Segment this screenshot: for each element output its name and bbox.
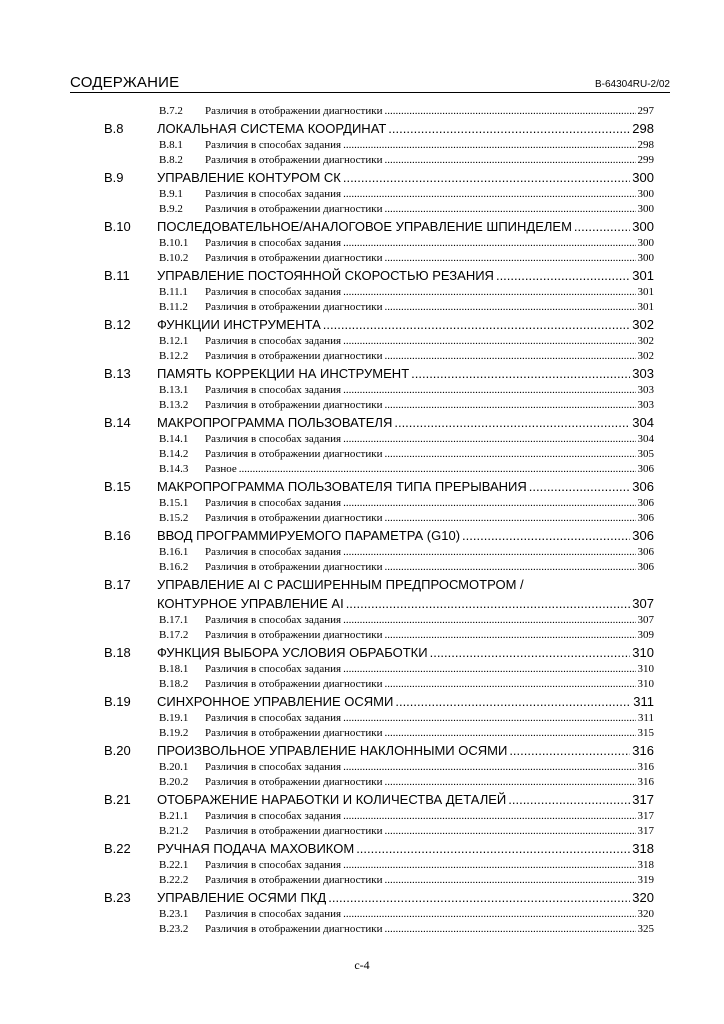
section-title: УПРАВЛЕНИЕ ОСЯМИ ПКД [157,890,327,905]
subsection-page: 319 [637,874,654,886]
subsection-title: Различия в способах задания [205,859,342,871]
dot-leader [343,433,635,445]
subsection-number: B.16.2 [159,561,189,573]
subsection-entry[interactable] [159,660,654,675]
subsection-number: B.13.2 [159,399,189,411]
subsection-page: 311 [637,712,654,724]
subsection-entry[interactable] [159,185,654,200]
section-page: 302 [632,317,654,332]
subsection-entry[interactable] [159,396,654,411]
page-number: c-4 [354,958,370,972]
dot-leader [343,237,635,249]
dot-leader [343,139,635,151]
section-entry[interactable] [104,573,654,592]
subsection-page: 299 [637,154,654,166]
subsection-title: Различия в способах задания [205,663,342,675]
dot-leader [343,712,636,724]
subsection-number: B.14.3 [159,463,189,475]
subsection-entry[interactable] [159,347,654,362]
dot-leader [395,694,631,709]
subsection-title: Различия в отображении диагностики [205,727,383,739]
subsection-number: B.14.1 [159,433,189,445]
subsection-number: B.10.1 [159,237,189,249]
document-code: B-64304RU-2/02 [594,79,670,90]
subsection-page: 301 [637,286,654,298]
section-page: 311 [633,694,654,709]
subsection-entry[interactable] [159,249,654,264]
subsection-number: B.20.2 [159,776,189,788]
subsection-page: 300 [637,188,654,200]
section-number: B.13 [104,366,131,381]
subsection-title: Различия в отображении диагностики [205,203,383,215]
subsection-entry[interactable] [159,611,654,626]
subsection-title: Различия в способах задания [205,286,342,298]
subsection-number: B.8.2 [159,154,183,166]
subsection-entry[interactable] [159,151,654,166]
subsection-number: B.17.1 [159,614,189,626]
subsection-number: B.11.1 [159,286,188,298]
section-entry[interactable] [104,475,654,494]
dot-leader [343,286,635,298]
subsection-page: 316 [637,761,654,773]
section-number: B.11 [104,268,130,283]
subsection-entry[interactable] [159,430,654,445]
dot-leader [384,727,635,739]
subsection-page: 301 [637,301,654,313]
subsection-number: B.11.2 [159,301,188,313]
subsection-title: Разное [205,463,237,475]
subsection-title: Различия в способах задания [205,497,342,509]
dot-leader [384,448,635,460]
subsection-page: 300 [637,252,654,264]
subsection-entry[interactable] [159,558,654,573]
subsection-entry[interactable] [159,626,654,641]
subsection-number: B.23.2 [159,923,189,935]
subsection-entry[interactable] [159,822,654,837]
dot-leader [328,890,630,905]
dot-leader [343,546,635,558]
subsection-title: Различия в отображении диагностики [205,874,383,886]
dot-leader [239,463,636,475]
dot-leader [384,776,635,788]
subsection-title: Различия в отображении диагностики [205,561,383,573]
subsection-title: Различия в способах задания [205,237,342,249]
section-page: 316 [632,743,654,758]
subsection-number: B.12.2 [159,350,189,362]
subsection-page: 304 [637,433,654,445]
section-title: УПРАВЛЕНИЕ КОНТУРОМ СК [157,170,341,185]
subsection-page: 306 [637,497,654,509]
subsection-entry[interactable] [159,543,654,558]
dot-leader [496,268,630,283]
subsection-number: B.9.2 [159,203,183,215]
subsection-entry[interactable] [159,856,654,871]
subsection-number: B.14.2 [159,448,189,460]
dot-leader [574,219,630,234]
subsection-entry[interactable] [159,724,654,739]
dot-leader [384,399,635,411]
section-number: B.22 [104,841,131,856]
dot-leader [462,528,630,543]
subsection-entry[interactable] [159,381,654,396]
subsection-number: B.13.1 [159,384,189,396]
subsection-page: 303 [637,384,654,396]
section-number: B.20 [104,743,131,758]
section-title-line2: КОНТУРНОЕ УПРАВЛЕНИЕ AI [157,596,344,611]
table-of-contents [0,102,724,935]
subsection-title: Различия в отображении диагностики [205,923,383,935]
dot-leader [343,497,635,509]
subsection-page: 300 [637,237,654,249]
subsection-entry[interactable] [159,675,654,690]
dot-leader [343,761,635,773]
section-page: 317 [632,792,654,807]
subsection-entry[interactable] [159,283,654,298]
dot-leader [384,252,635,264]
section-title: ВВОД ПРОГРАММИРУЕМОГО ПАРАМЕТРА (G10) [157,528,461,543]
section-number: B.12 [104,317,131,332]
dot-leader [384,825,635,837]
section-entry[interactable] [104,313,654,332]
subsection-title: Различия в отображении диагностики [205,399,383,411]
subsection-page: 318 [637,859,654,871]
subsection-page: 298 [637,139,654,151]
section-title: РУЧНАЯ ПОДАЧА МАХОВИКОМ [157,841,355,856]
subsection-page: 310 [637,663,654,675]
dot-leader [384,350,635,362]
section-page: 303 [632,366,654,381]
subsection-title: Различия в способах задания [205,810,342,822]
section-entry[interactable] [104,641,654,660]
subsection-page: 306 [637,561,654,573]
dot-leader [394,415,630,430]
section-title: ЛОКАЛЬНАЯ СИСТЕМА КООРДИНАТ [157,121,387,136]
section-page: 310 [632,645,654,660]
dot-leader [343,663,635,675]
section-entry[interactable] [104,886,654,905]
subsection-page: 300 [637,203,654,215]
subsection-entry[interactable] [159,871,654,886]
dot-leader [388,121,630,136]
subsection-title: Различия в отображении диагностики [205,154,383,166]
dot-leader [384,154,635,166]
subsection-entry[interactable] [159,200,654,215]
section-number: B.19 [104,694,131,709]
subsection-page: 320 [637,908,654,920]
subsection-title: Различия в отображении диагностики [205,105,383,117]
subsection-page: 305 [637,448,654,460]
section-entry[interactable] [104,788,654,807]
subsection-page: 303 [637,399,654,411]
dot-leader [384,561,635,573]
section-title: ФУНКЦИИ ИНСТРУМЕНТА [157,317,321,332]
subsection-number: B.18.1 [159,663,189,675]
dot-leader [411,366,630,381]
subsection-page: 306 [637,546,654,558]
subsection-number: B.12.1 [159,335,189,347]
section-page: 304 [632,415,654,430]
subsection-number: B.9.1 [159,188,183,200]
dot-leader [343,384,635,396]
section-title: ПРОИЗВОЛЬНОЕ УПРАВЛЕНИЕ НАКЛОННЫМИ ОСЯМИ [157,743,508,758]
subsection-entry[interactable] [159,905,654,920]
section-entry[interactable] [104,690,654,709]
subsection-title: Различия в способах задания [205,384,342,396]
section-entry-continued[interactable] [104,592,654,611]
subsection-title: Различия в отображении диагностики [205,512,383,524]
subsection-number: B.7.2 [159,105,183,117]
section-title: УПРАВЛЕНИЕ ПОСТОЯННОЙ СКОРОСТЬЮ РЕЗАНИЯ [157,268,494,283]
subsection-page: 317 [637,825,654,837]
subsection-entry[interactable] [159,709,654,724]
section-number: B.21 [104,792,131,807]
section-entry[interactable] [104,524,654,543]
section-number: B.16 [104,528,131,543]
subsection-page: 310 [637,678,654,690]
dot-leader [343,170,630,185]
section-title: ОТОБРАЖЕНИЕ НАРАБОТКИ И КОЛИЧЕСТВА ДЕТАЛЕЙ [157,792,507,807]
dot-leader [384,629,635,641]
subsection-number: B.10.2 [159,252,189,264]
subsection-number: B.19.2 [159,727,189,739]
dot-leader [384,105,635,117]
dot-leader [343,335,635,347]
subsection-number: B.20.1 [159,761,189,773]
subsection-page: 297 [637,105,654,117]
subsection-title: Различия в способах задания [205,546,342,558]
subsection-number: B.16.1 [159,546,189,558]
subsection-title: Различия в отображении диагностики [205,825,383,837]
subsection-title: Различия в отображении диагностики [205,301,383,313]
subsection-entry[interactable] [159,509,654,524]
subsection-number: B.23.1 [159,908,189,920]
section-page: 300 [632,170,654,185]
dot-leader [430,645,631,660]
subsection-entry[interactable] [159,445,654,460]
section-entry[interactable] [104,117,654,136]
subsection-title: Различия в способах задания [205,433,342,445]
subsection-entry[interactable] [159,332,654,347]
section-number: B.9 [104,170,124,185]
subsection-entry[interactable] [159,136,654,151]
section-number: B.18 [104,645,131,660]
subsection-title: Различия в отображении диагностики [205,252,383,264]
subsection-entry[interactable] [159,234,654,249]
section-number: B.14 [104,415,131,430]
subsection-page: 325 [637,923,654,935]
dot-leader [384,301,635,313]
subsection-number: B.8.1 [159,139,183,151]
subsection-title: Различия в способах задания [205,139,342,151]
subsection-page: 315 [637,727,654,739]
header-title: СОДЕРЖАНИЕ [70,74,180,91]
section-page: 306 [632,528,654,543]
section-page: 306 [632,479,654,494]
subsection-title: Различия в способах задания [205,335,342,347]
section-title: ПОСЛЕДОВАТЕЛЬНОЕ/АНАЛОГОВОЕ УПРАВЛЕНИЕ ШПИНДЕЛЕМ [157,219,572,234]
subsection-page: 306 [637,512,654,524]
section-page: 318 [632,841,654,856]
subsection-number: B.15.2 [159,512,189,524]
subsection-title: Различия в отображении диагностики [205,350,383,362]
subsection-entry[interactable] [159,758,654,773]
subsection-title: Различия в способах задания [205,188,342,200]
section-page: 301 [632,268,654,283]
section-title: СИНХРОННОЕ УПРАВЛЕНИЕ ОСЯМИ [157,694,394,709]
section-entry[interactable] [104,215,654,234]
subsection-title: Различия в отображении диагностики [205,629,383,641]
subsection-title: Различия в отображении диагностики [205,776,383,788]
section-entry[interactable] [104,739,654,758]
section-title: МАКРОПРОГРАММА ПОЛЬЗОВАТЕЛЯ [157,415,393,430]
subsection-page: 317 [637,810,654,822]
subsection-page: 316 [637,776,654,788]
section-title: ФУНКЦИЯ ВЫБОРА УСЛОВИЯ ОБРАБОТКИ [157,645,428,660]
subsection-title: Различия в способах задания [205,908,342,920]
dot-leader [508,792,630,807]
subsection-title: Различия в способах задания [205,614,342,626]
subsection-page: 307 [637,614,654,626]
subsection-page: 302 [637,335,654,347]
dot-leader [384,678,635,690]
dot-leader [384,203,635,215]
dot-leader [509,743,630,758]
dot-leader [343,810,635,822]
section-entry[interactable] [104,411,654,430]
subsection-number: B.17.2 [159,629,189,641]
subsection-number: B.21.2 [159,825,189,837]
subsection-number: B.22.2 [159,874,189,886]
subsection-entry[interactable] [159,773,654,788]
subsection-entry[interactable] [159,494,654,509]
subsection-number: B.15.1 [159,497,189,509]
subsection-number: B.19.1 [159,712,189,724]
subsection-number: B.21.1 [159,810,189,822]
dot-leader [343,188,635,200]
subsection-page: 309 [637,629,654,641]
section-entry[interactable] [104,837,654,856]
section-number: B.15 [104,479,131,494]
dot-leader [384,512,635,524]
subsection-number: B.18.2 [159,678,189,690]
section-entry[interactable] [104,362,654,381]
section-number: B.10 [104,219,131,234]
subsection-title: Различия в способах задания [205,712,342,724]
subsection-entry[interactable] [159,807,654,822]
dot-leader [323,317,631,332]
section-page: 320 [632,890,654,905]
dot-leader [343,908,635,920]
section-entry[interactable] [104,166,654,185]
section-entry[interactable] [104,264,654,283]
section-page: 307 [632,596,654,611]
section-page: 300 [632,219,654,234]
page-header [70,72,670,93]
section-number: B.17 [104,577,131,592]
dot-leader [343,614,635,626]
dot-leader [529,479,631,494]
dot-leader [384,874,635,886]
subsection-title: Различия в отображении диагностики [205,678,383,690]
subsection-entry[interactable] [159,298,654,313]
section-title: МАКРОПРОГРАММА ПОЛЬЗОВАТЕЛЯ ТИПА ПРЕРЫВАНИЯ [157,479,527,494]
section-page: 298 [632,121,654,136]
section-number: B.8 [104,121,124,136]
dot-leader [346,596,631,611]
subsection-page: 306 [637,463,654,475]
subsection-entry[interactable] [159,460,654,475]
subsection-entry[interactable] [159,920,654,935]
subsection-title: Различия в отображении диагностики [205,448,383,460]
dot-leader [343,859,635,871]
section-title: УПРАВЛЕНИЕ AI С РАСШИРЕННЫМ ПРЕДПРОСМОТРОМ / [157,577,524,592]
subsection-page: 302 [637,350,654,362]
dot-leader [384,923,635,935]
section-number: B.23 [104,890,131,905]
dot-leader [356,841,630,856]
subsection-number: B.22.1 [159,859,189,871]
subsection-title: Различия в способах задания [205,761,342,773]
subsection-entry[interactable] [159,102,654,117]
section-title: ПАМЯТЬ КОРРЕКЦИИ НА ИНСТРУМЕНТ [157,366,410,381]
